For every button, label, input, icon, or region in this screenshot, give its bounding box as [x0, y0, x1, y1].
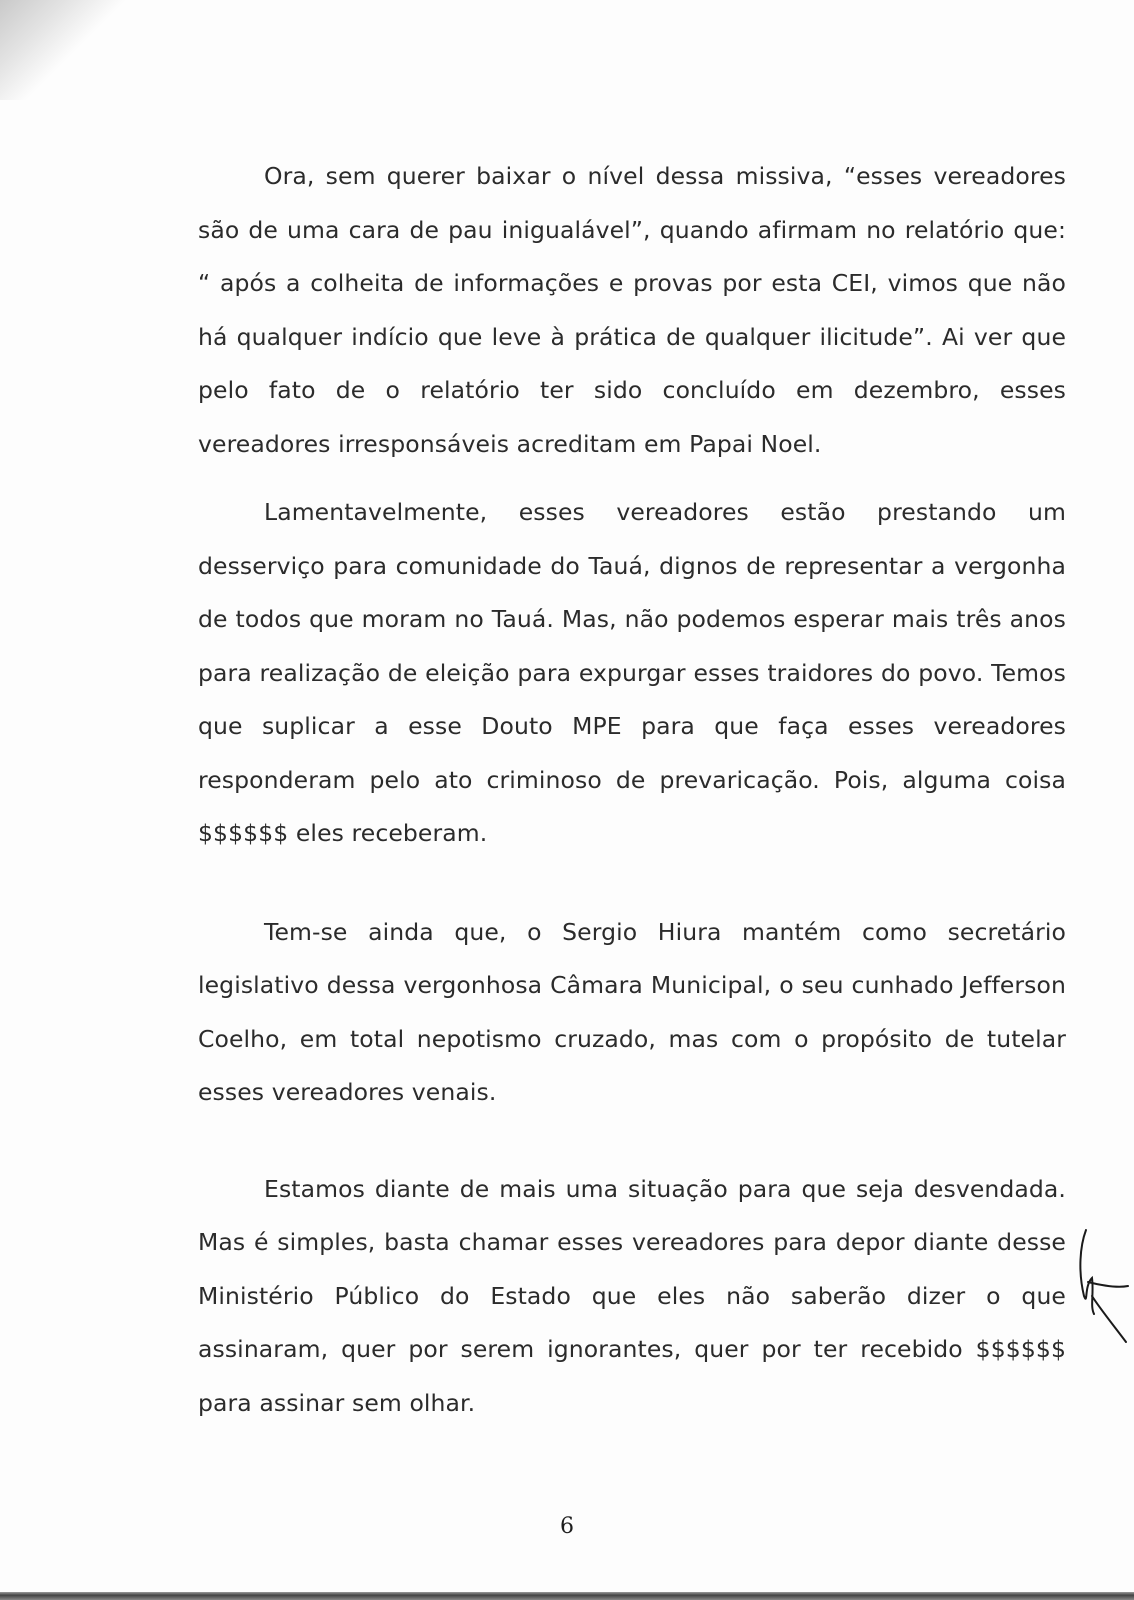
body-text [198, 150, 1066, 1430]
scan-corner-shadow [0, 0, 130, 100]
scan-bottom-edge [0, 1592, 1134, 1600]
signature-mark [1074, 1226, 1130, 1346]
paragraph-4: Estamos diante de mais uma situação para que seja desvendada. Mas é simples, basta chamar esses vereadores para depor diante desse Ministério Público do Estado que eles não saberão dizer o que assinaram, quer por serem ignorantes, quer por ter recebido $$$$$$ para assinar sem olhar. [198, 1174, 1066, 1417]
paragraph-2: Lamentavelmente, esses vereadores estão prestando um desserviço para comunidade do Tauá, dignos de representar a vergonha de todos que moram no Tauá. Mas, não podemos esperar mais três anos para realização de eleição para expurgar esses traidores do povo. Temos que suplicar a esse Douto MPE para que faça esses vereadores responderam pelo ato criminoso de prevaricação. Pois, alguma coisa $$$$$$ eles receberam. [198, 498, 1066, 847]
paragraph-1: Ora, sem querer baixar o nível dessa missiva, “esses vereadores são de uma cara de pau inigualável”, quando afirmam no relatório que: “ após a colheita de informações e provas por esta CEI, vimos que não há qualquer indício que leve à prática de qualquer ilicitude”. Ai ver que pelo fato de o relatório ter sido concluído em dezembro, esses vereadores irresponsáveis acreditam em Papai Noel. [198, 162, 1066, 458]
paragraph-3: Tem-se ainda que, o Sergio Hiura mantém como secretário legislativo dessa vergonhosa Câmara Municipal, o seu cunhado Jefferson Coelho, em total nepotismo cruzado, mas com o propósito de tutelar esses vereadores venais. [198, 917, 1066, 1106]
page-number: 6 [560, 1514, 574, 1539]
